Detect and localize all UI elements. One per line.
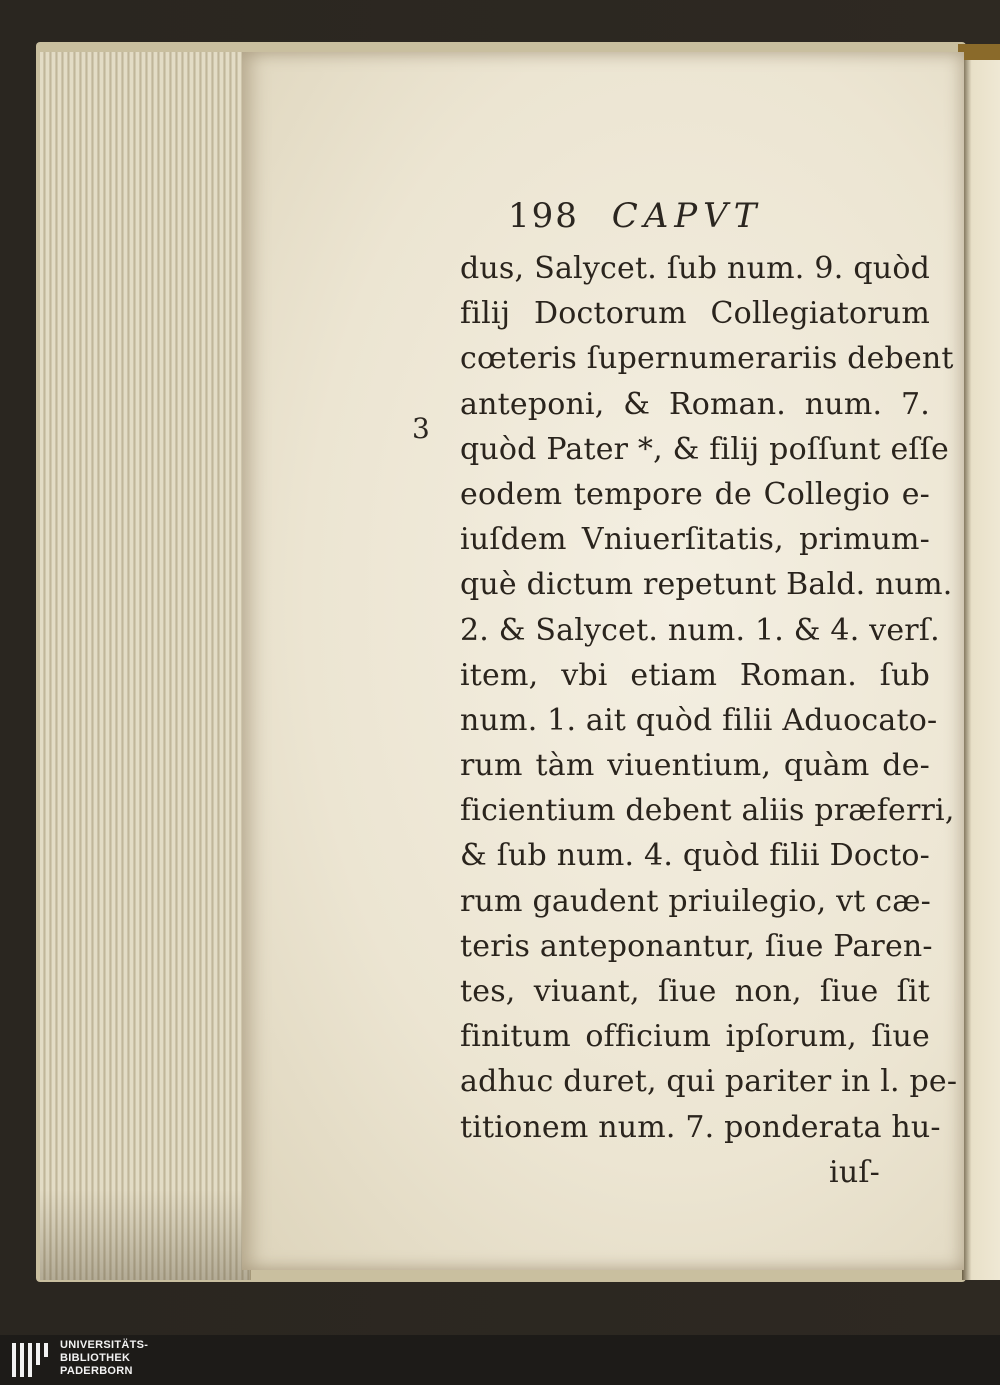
text-line: num. 1. ait quòd filii Aduocato- (460, 702, 938, 738)
text-line: finitum officium ipſorum, ſiue (460, 1019, 930, 1055)
text-line: rum tàm viuentium, quàm de- (460, 748, 930, 784)
chapter-title: CAPVT (611, 196, 763, 236)
text-line: cœteris ſupernumerariis debent (460, 341, 954, 377)
text-line: eodem tempore de Collegio e- (460, 476, 930, 512)
text-line: filij Doctorum Collegiatorum (460, 296, 930, 332)
text-line: & ſub num. 4. quòd filii Docto- (460, 838, 930, 874)
library-name-line: PADERBORN (60, 1365, 133, 1377)
text-line: dus, Salycet. ſub num. 9. quòd (460, 251, 930, 286)
library-name-line: UNIVERSITÄTS- (60, 1339, 149, 1351)
text-block (460, 246, 958, 1195)
text-line: ficientium debent aliis præferri, (460, 793, 955, 829)
text-line: rum gaudent priuilegio, vt cæ- (460, 883, 931, 919)
library-name-line: BIBLIOTHEK (60, 1352, 131, 1364)
text-line: què dictum repetunt Bald. num. (460, 567, 953, 603)
marginal-number: 3 (412, 412, 430, 445)
text-line: 2. & Salycet. num. 1. & 4. verſ. (460, 612, 940, 648)
running-head (508, 196, 828, 240)
page-number: 198 (508, 196, 579, 236)
facing-page-edge (962, 60, 1000, 1280)
text-line: teris anteponantur, ſiue Paren- (460, 928, 933, 964)
text-line: anteponi, & Roman. num. 7. (460, 386, 930, 422)
text-line: titionem num. 7. ponderata hu- (460, 1109, 941, 1145)
text-line: adhuc duret, qui pariter in l. pe- (460, 1064, 958, 1100)
text-line: item, vbi etiam Roman. ſub (460, 657, 930, 693)
text-line: iuſdem Vniuerſitatis, primum- (460, 522, 930, 558)
page-edges (40, 52, 251, 1280)
text-line: tes, viuant, ſiue non, ſiue ſit (460, 974, 930, 1009)
catchword: iuſ- (829, 1154, 880, 1190)
text-line: quòd Pater *, & filij poſſunt eſſe (460, 431, 949, 467)
library-name (60, 1339, 148, 1378)
library-logo-icon (12, 1343, 52, 1377)
library-footer (0, 1335, 1000, 1385)
